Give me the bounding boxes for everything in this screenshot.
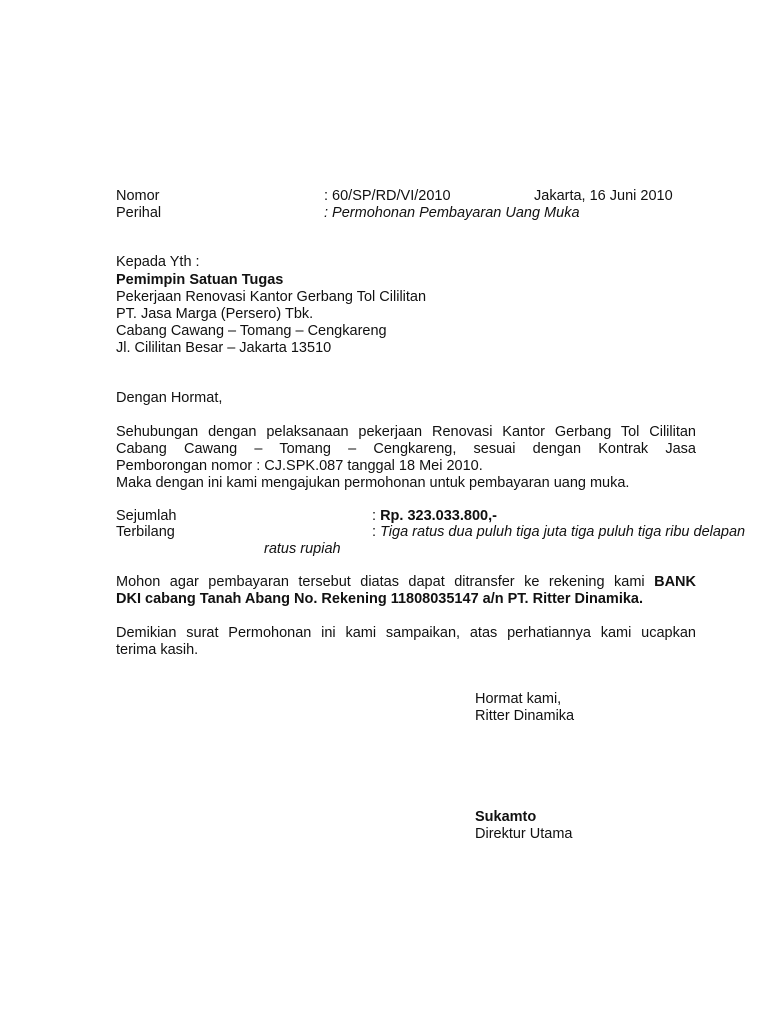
signer-title: Direktur Utama <box>475 826 573 842</box>
recipient-line: Jl. Cililitan Besar – Jakarta 13510 <box>116 340 332 356</box>
words-colon: : <box>372 524 377 540</box>
words-line2: ratus rupiah <box>264 541 341 557</box>
nomor-label: Nomor <box>116 188 160 204</box>
words-line1: Tiga ratus dua puluh tiga juta tiga puluh tiga ribu delapan <box>380 524 746 540</box>
signer-name: Sukamto <box>475 809 537 825</box>
body-para1-line: Cabang Cawang – Tomang – Cengkareng, sesuai dengan Kontrak Jasa <box>116 441 696 457</box>
words-value-group <box>372 524 745 541</box>
recipient-salutation: Kepada Yth : <box>116 254 200 270</box>
recipient-line: Cabang Cawang – Tomang – Cengkareng <box>116 323 387 339</box>
body-para2-line1 <box>116 574 696 591</box>
body-para3-line: terima kasih. <box>116 642 199 658</box>
body-para1-line: Pemborongan nomor : CJ.SPK.087 tanggal 18 Mei 2010. <box>116 458 483 474</box>
perihal-row <box>116 205 696 222</box>
amount-value: Rp. 323.033.800,- <box>380 508 497 524</box>
bank-name-start: BANK <box>654 574 696 590</box>
words-row <box>116 524 746 541</box>
closing-regards: Hormat kami, <box>475 691 562 707</box>
closing-company: Ritter Dinamika <box>475 708 575 724</box>
perihal-value: : Permohonan Pembayaran Uang Muka <box>324 205 580 221</box>
nomor-value: : 60/SP/RD/VI/2010 <box>324 188 451 204</box>
body-para1-line: Maka dengan ini kami mengajukan permohonan untuk pembayaran uang muka. <box>116 475 630 491</box>
place-date: Jakarta, 16 Juni 2010 <box>534 188 673 204</box>
amount-label: Sejumlah <box>116 508 177 524</box>
amount-row <box>116 508 696 525</box>
greeting: Dengan Hormat, <box>116 390 223 406</box>
recipient-title: Pemimpin Satuan Tugas <box>116 272 284 288</box>
nomor-row <box>116 188 696 205</box>
words-label: Terbilang <box>116 524 175 540</box>
body-para1-line: Sehubungan dengan pelaksanaan pekerjaan Renovasi Kantor Gerbang Tol Cililitan <box>116 424 696 440</box>
amount-value-group <box>372 508 497 525</box>
bank-details: DKI cabang Tanah Abang No. Rekening 11808035147 a/n PT. Ritter Dinamika. <box>116 591 644 607</box>
body-para3-line: Demikian surat Permohonan ini kami sampaikan, atas perhatiannya kami ucapkan <box>116 625 696 641</box>
recipient-line: Pekerjaan Renovasi Kantor Gerbang Tol Cililitan <box>116 289 427 305</box>
transfer-text: Mohon agar pembayaran tersebut diatas dapat ditransfer ke rekening kami <box>116 574 645 590</box>
perihal-label: Perihal <box>116 205 162 221</box>
amount-colon: : <box>372 508 377 524</box>
recipient-line: PT. Jasa Marga (Persero) Tbk. <box>116 306 314 322</box>
